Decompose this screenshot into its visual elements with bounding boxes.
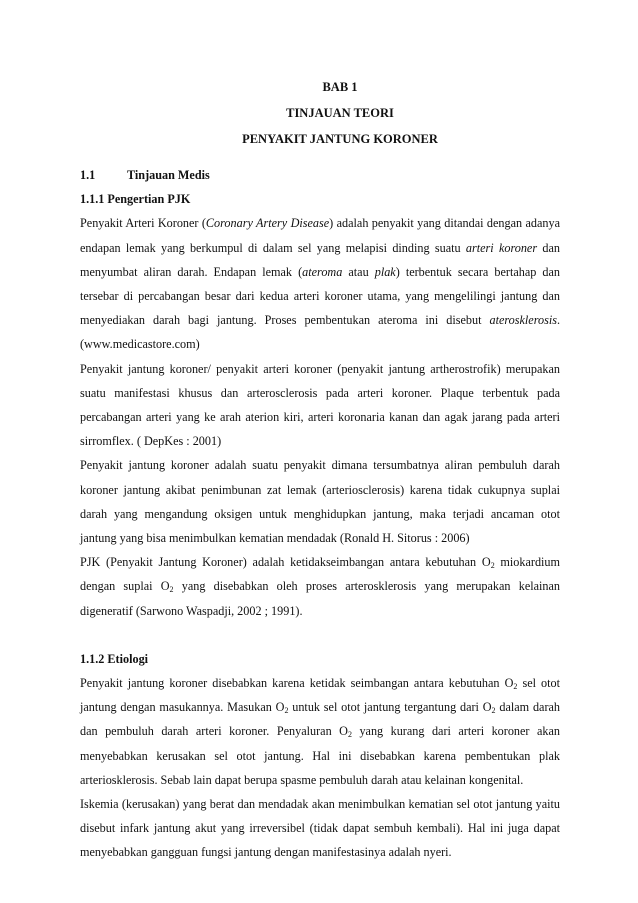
topic-title: PENYAKIT JANTUNG KORONER [242, 132, 438, 146]
heading-number: 1.1.1 [80, 192, 105, 207]
heading-1-1-2 [80, 647, 560, 671]
paragraph-pjk-artherostrofik: Penyakit jantung koroner/ penyakit arteri koroner (penyakit jantung artherostrofik) merupakan suatu manifestasi khusus dan arterosclerosis pada arteri koroner. Plaque terbentuk pada percabangan arteri yang ke arah aterion kiri, arteri koronaria kanan dan agak jarang pada arteri sirromflex. ( DepKes : 2001) [80, 361, 560, 449]
paragraph-etiologi: Penyakit jantung koroner disebabkan karena ketidak seimbangan antara kebutuhan $O_2$ sel otot jantung dengan masukannya. Masukan $O_2$ untuk sel otot jantung tergantung dari $O_2$ dalam darah dan pembuluh darah arteri koroner. Penyaluran $O_2$ yang kurang dari arteri koroner akan menyebabkan kerusakan sel otot jantung. Hal ini disebabkan karena pembentukan plak arteriosklerosis. Sebab lain dapat berupa spasme pembuluh darah atau kelainan kongenital. [80, 676, 561, 787]
document-body [80, 163, 560, 865]
paragraph-definition: Penyakit Arteri Koroner (Coronary Artery Disease) adalah penyakit yang ditandai dengan adanya endapan lemak yang berkumpul di dalam sel yang melapisi dinding suatu arteri koroner dan menyumbat aliran darah. Endapan lemak (ateroma atau plak) terbentuk secara bertahap dan tersebar di percabangan besar dari kedua arteri koroner utama, yang mengelilingi jantung dan menyediakan darah bagi jantung. Proses pembentukan ateroma ini disebut aterosklerosis. (www.medicastore.com) [80, 216, 560, 352]
heading-text: Pengertian PJK [107, 192, 191, 207]
title-block [0, 74, 638, 152]
heading-1-1-1 [80, 187, 560, 211]
chapter-title: BAB 1 [322, 80, 358, 94]
paragraph-pjk-waspadji: PJK (Penyakit Jantung Koroner) adalah ketidakseimbangan antara kebutuhan $O_2$ miokardium dengan suplai $O_2$ yang disebabkan oleh proses arterosklerosis yang merupakan kelainan digeneratif (Sarwono Waspadji, 2002 ; 1991). [80, 555, 561, 618]
paragraph-pjk-sitorus: Penyakit jantung koroner adalah suatu penyakit dimana tersumbatnya aliran pembuluh darah koroner jantung akibat penimbunan zat lemak (arteriosclerosis) karena tidak cukupnya suplai darah yang mengandung oksigen untuk menghidupkan jantung, maka terjadi ancaman otot jantung yang bisa menimbulkan kematian mendadak (Ronald H. Sitorus : 2006) [80, 458, 560, 546]
paragraph-iskemia: Iskemia (kerusakan) yang berat dan mendadak akan menimbulkan kematian sel otot jantung yaitu disebut infark jantung akut yang irreversibel (tidak dapat sembuh kembali). Hal ini juga dapat menyebabkan gangguan fungsi jantung dengan manifestasinya adalah nyeri. [80, 797, 560, 860]
heading-number: 1.1.2 [80, 651, 105, 666]
heading-text: Tinjauan Medis [127, 168, 210, 182]
spacer [80, 623, 560, 647]
section-title: TINJAUAN TEORI [286, 106, 394, 120]
heading-1-1 [80, 163, 560, 187]
heading-number: 1.1 [80, 168, 96, 182]
heading-text: Etiologi [107, 651, 149, 666]
